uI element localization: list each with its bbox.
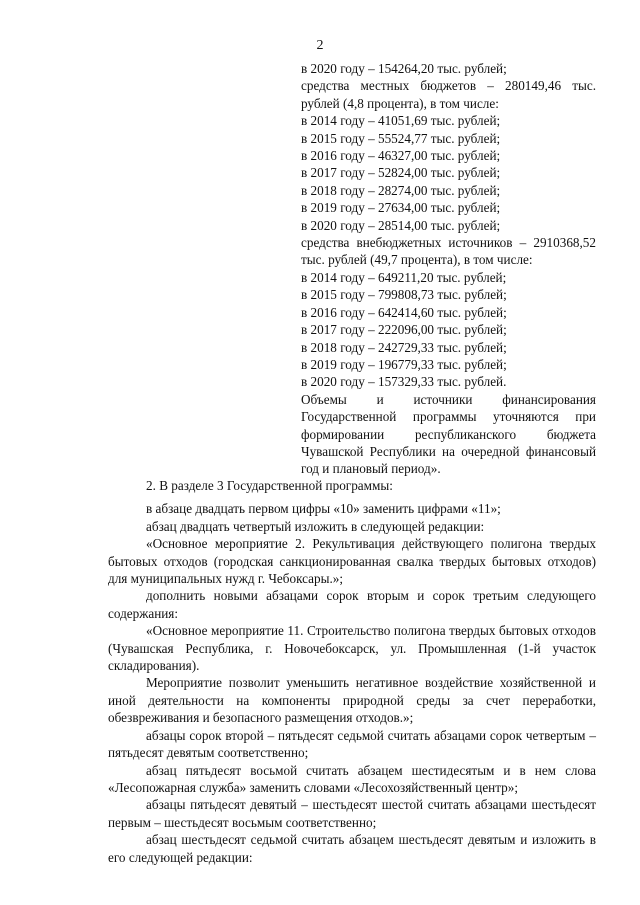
page-number: 2 <box>316 38 324 53</box>
financing-line: в 2016 году – 642414,60 тыс. рублей; <box>301 304 507 320</box>
paragraph: абзац двадцать четвертый изложить в следующей редакции: <box>146 518 485 534</box>
paragraph: абзацы сорок второй – пятьдесят седьмой считать абзацами сорок четвертым – пятьдесят девятым соответственно; <box>108 727 596 761</box>
financing-line: в 2019 году – 196779,33 тыс. рублей; <box>301 356 507 372</box>
financing-note: Объемы и источники финансирования Государственной программы уточняются при формировании республиканского бюджета Чувашской Республики на очередной финансовый год и плановый период». <box>301 391 596 477</box>
financing-line: в 2015 году – 799808,73 тыс. рублей; <box>301 287 507 303</box>
financing-line: в 2017 году – 222096,00 тыс. рублей; <box>301 322 507 338</box>
financing-line: в 2018 году – 242729,33 тыс. рублей; <box>301 339 507 355</box>
financing-line: в 2017 году – 52824,00 тыс. рублей; <box>301 165 501 181</box>
paragraph: Мероприятие позволит уменьшить негативное воздействие хозяйственной и иной деятельности на компоненты природной среды за счет переработки, обезвреживания и безопасного размещения отходов.»; <box>108 675 596 726</box>
paragraph: дополнить новыми абзацами сорок вторым и сорок третьим следующего содержания: <box>108 588 596 621</box>
financing-line: в 2020 году – 28514,00 тыс. рублей; <box>301 217 501 233</box>
financing-line: в 2018 году – 28274,00 тыс. рублей; <box>301 182 501 198</box>
financing-column <box>301 60 596 478</box>
body-text <box>108 477 596 866</box>
financing-line: средства внебюджетных источников – 2910368,52 тыс. рублей (49,7 процента), в том числе: <box>301 235 596 268</box>
paragraph: «Основное мероприятие 2. Рекультивация действующего полигона твердых бытовых отходов (городская санкционированная свалка твердых бытовых отходов) для муниципальных нужд г. Чебоксары.»; <box>108 536 596 587</box>
financing-line: в 2020 году – 154264,20 тыс. рублей; <box>301 61 507 76</box>
financing-line: в 2015 году – 55524,77 тыс. рублей; <box>301 130 501 146</box>
financing-line: в 2020 году – 157329,33 тыс. рублей. <box>301 374 507 390</box>
paragraph: абзац пятьдесят восьмой считать абзацем шестидесятым и в нем слова «Лесопожарная служба» заменить словами «Лесохозяйственный центр»; <box>108 762 596 795</box>
financing-line: в 2014 году – 41051,69 тыс. рублей; <box>301 113 501 129</box>
financing-line: в 2014 году – 649211,20 тыс. рублей; <box>301 269 507 285</box>
paragraph: «Основное мероприятие 11. Строительство полигона твердых бытовых отходов (Чувашская Республика, г. Новочебоксарск, ул. Промышленная (1-й участок складирования). <box>108 623 596 674</box>
paragraph: абзац шестьдесят седьмой считать абзацем шестьдесят девятым и изложить в его следующей редакции: <box>108 832 596 865</box>
paragraph: абзацы пятьдесят девятый – шестьдесят шестой считать абзацами шестьдесят первым – шестьдесят восьмым соответственно; <box>108 797 596 830</box>
paragraph: в абзаце двадцать первом цифры «10» заменить цифрами «11»; <box>146 501 501 517</box>
financing-line: в 2019 году – 27634,00 тыс. рублей; <box>301 200 501 216</box>
financing-line: в 2016 году – 46327,00 тыс. рублей; <box>301 148 501 164</box>
section-heading: 2. В разделе 3 Государственной программы: <box>146 478 393 493</box>
financing-line: средства местных бюджетов – 280149,46 тыс. рублей (4,8 процента), в том числе: <box>301 78 596 111</box>
